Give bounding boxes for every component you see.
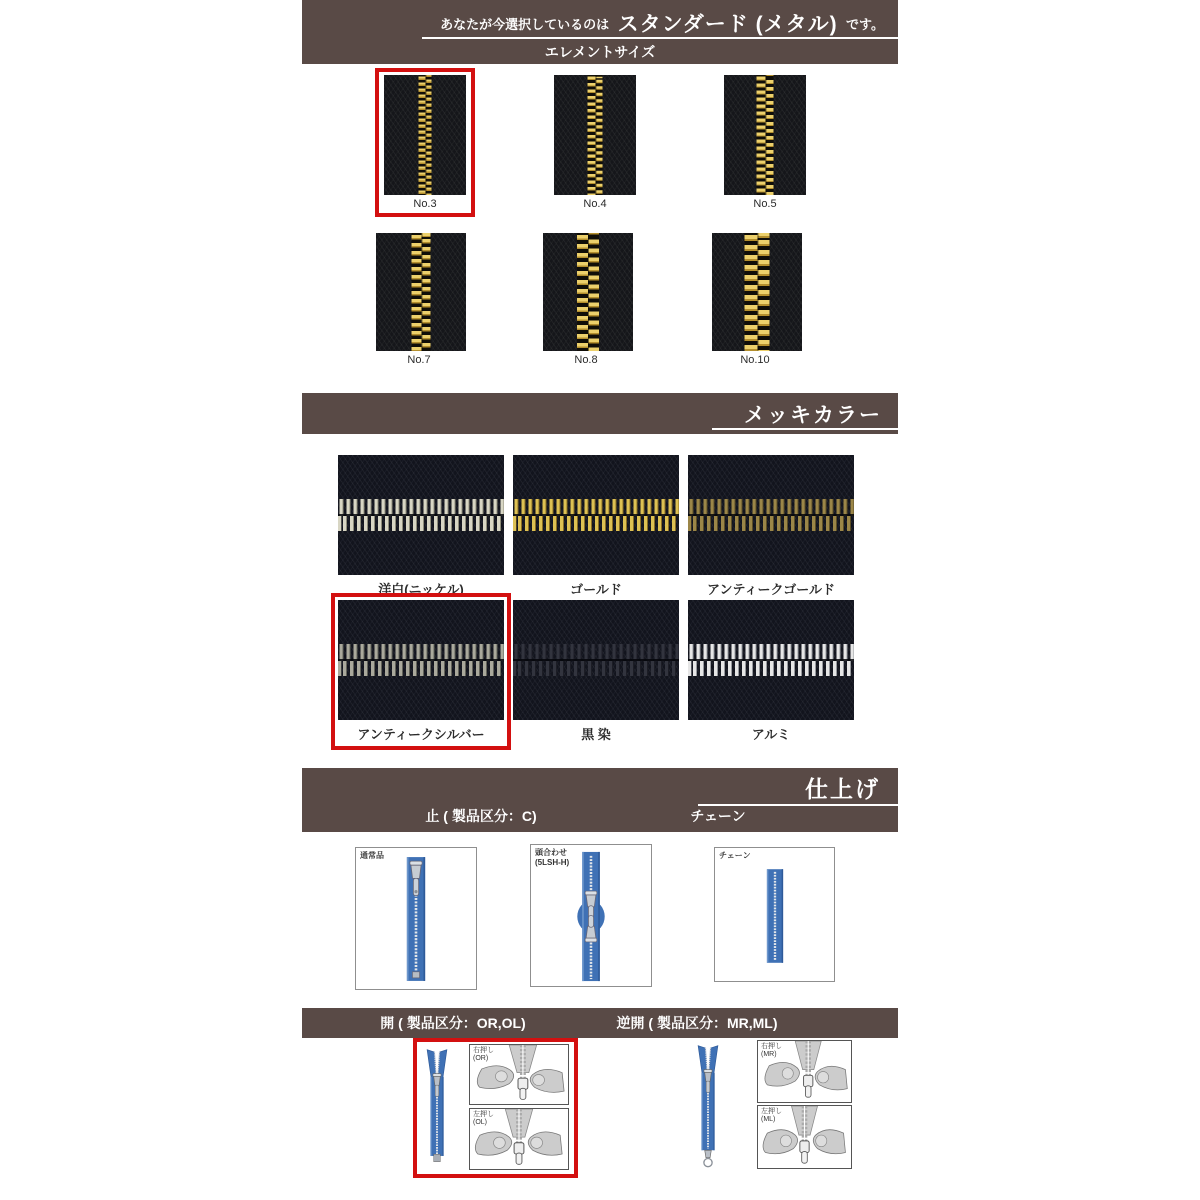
diagram-label: 左押し (ML): [761, 1108, 782, 1124]
zipper-teeth-graphic: [513, 644, 679, 676]
plating-option-label: 洋白(ニッケル): [378, 582, 464, 597]
finish-option-label: 通常品: [360, 851, 384, 860]
selection-value: スタンダード (メタル): [617, 13, 838, 36]
zipper-size-sample-image: [712, 233, 802, 351]
divider-line: [712, 428, 898, 430]
element-size-label: No.3: [413, 198, 437, 210]
divider-line: [422, 37, 898, 39]
zipper-size-sample-image: [543, 233, 633, 351]
stop-type-header: 止 ( 製品区分：C): [425, 808, 537, 824]
zipper-plating-sample-image: [688, 600, 854, 720]
finish-section-title: 仕上げ: [805, 776, 880, 802]
chain-only-illustration: [755, 862, 795, 970]
head-to-head-zipper-illustration: [569, 848, 612, 985]
open-type-header: 開 ( 製品区分：OR,OL): [380, 1015, 526, 1031]
zipper-teeth-graphic: [338, 644, 504, 676]
chain-type-header: チェーン: [690, 808, 746, 824]
plating-option-black-dye[interactable]: [506, 593, 686, 750]
diagram-label: 左押し (OL): [473, 1111, 494, 1127]
reverse-open-zipper-illustration: [694, 1042, 722, 1172]
element-size-label: No.5: [753, 198, 777, 210]
plating-option-label: ゴールド: [570, 582, 622, 597]
element-size-label: No.4: [583, 198, 607, 210]
zipper-teeth-graphic: [688, 644, 854, 676]
slider-direction-diagram-ml: [757, 1105, 852, 1169]
plating-option-label: アンティークゴールド: [707, 582, 835, 597]
finish-option-normal[interactable]: [355, 847, 477, 990]
element-size-option-no4[interactable]: [545, 68, 645, 217]
diagram-label: 右押し (MR): [761, 1043, 782, 1059]
selection-prefix: あなたが今選択しているのは: [440, 17, 610, 32]
zipper-plating-sample-image: [513, 455, 679, 575]
zipper-plating-sample-image: [338, 600, 504, 720]
zipper-teeth-graphic: [419, 75, 432, 195]
finish-option-label: チェーン: [719, 851, 751, 860]
zipper-teeth-graphic: [757, 75, 774, 195]
zipper-teeth-graphic: [745, 233, 770, 351]
element-size-option-no7[interactable]: [369, 226, 469, 373]
slider-direction-diagram-or: [469, 1044, 569, 1105]
zipper-teeth-graphic: [577, 233, 599, 351]
zipper-size-sample-image: [724, 75, 806, 195]
finish-option-head-to-head[interactable]: [530, 844, 652, 987]
zipper-size-sample-image: [376, 233, 466, 351]
element-size-option-no8[interactable]: [536, 226, 636, 373]
diagram-label: 右押し (OR): [473, 1047, 494, 1063]
plating-option-label: アンティークシルバー: [357, 727, 485, 742]
zipper-teeth-graphic: [412, 233, 431, 351]
plating-option-gold[interactable]: [506, 448, 686, 605]
current-selection-text: [440, 8, 884, 38]
slider-direction-diagram-ol: [469, 1108, 569, 1170]
plating-option-antique-gold[interactable]: [681, 448, 861, 605]
selection-suffix: です。: [846, 17, 884, 32]
element-size-label: No.10: [740, 354, 770, 366]
element-size-option-no10[interactable]: [705, 226, 805, 373]
zipper-teeth-graphic: [338, 499, 504, 531]
zipper-teeth-graphic: [513, 499, 679, 531]
plating-color-section-title: メッキカラー: [744, 404, 882, 427]
element-size-label: No.8: [574, 354, 598, 366]
zipper-teeth-graphic: [588, 75, 603, 195]
selection-header-bar: [302, 0, 898, 64]
open-end-zipper-illustration: [423, 1046, 451, 1172]
zipper-plating-sample-image: [513, 600, 679, 720]
finish-option-label: 頭合わせ (5LSH-H): [535, 848, 570, 867]
plating-option-label: アルミ: [751, 727, 791, 742]
plating-option-aluminum[interactable]: [681, 593, 861, 750]
finish-option-chain[interactable]: [714, 847, 835, 982]
closed-zipper-illustration: [394, 852, 439, 986]
element-size-section-title: エレメントサイズ: [544, 44, 656, 60]
zipper-plating-sample-image: [338, 455, 504, 575]
plating-option-nickel[interactable]: [331, 448, 511, 605]
zipper-size-sample-image: [554, 75, 636, 195]
zipper-size-sample-image: [384, 75, 466, 195]
plating-option-label: 黒 染: [581, 727, 611, 742]
open-type-section-bar: [302, 1008, 898, 1038]
element-size-option-no5[interactable]: [715, 68, 815, 217]
plating-color-section-bar: [302, 393, 898, 434]
zipper-plating-sample-image: [688, 455, 854, 575]
element-size-option-no3[interactable]: [375, 68, 475, 217]
slider-direction-diagram-mr: [757, 1040, 852, 1103]
plating-option-antique-silver[interactable]: [331, 593, 511, 750]
element-size-label: No.7: [407, 354, 431, 366]
open-type-option-open[interactable]: [413, 1038, 578, 1178]
open-type-option-reverse[interactable]: [688, 1038, 858, 1178]
zipper-teeth-graphic: [688, 499, 854, 531]
reverse-open-type-header: 逆開 ( 製品区分：MR,ML): [616, 1015, 778, 1031]
finish-section-bar: [302, 768, 898, 832]
